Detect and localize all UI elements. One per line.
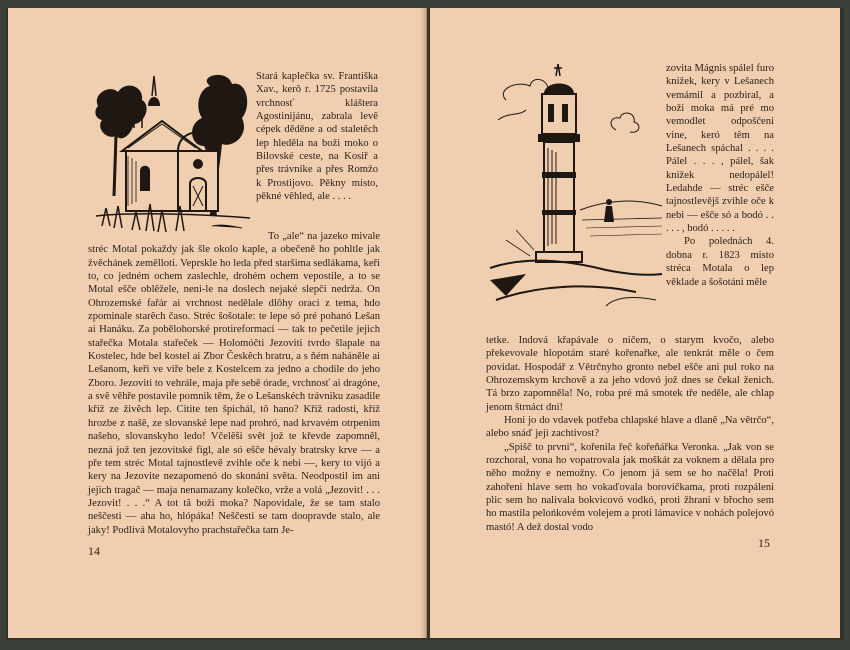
chapel-illustration [92, 66, 254, 238]
paragraph: To „ale“ na jazeko mivale stréc Motal pokaždy jak šle okolo kaple, a obečeně ho pohltle jak žvěchánek zemělloti. Veprskle ho leda před staršima sedlákama, keři to, co jedném ochem zaslechle, drohém ochem vepostile, a to se Motal ešče oblêžele, neni-le na doslech nejaké slepči nedrža. On Ohrozemské fařár ai vrchnost nedělale dlôhy oraci z tema, hdo zpominale starêch časo. Stréc šošotale: te lepe só pré pohanó Lešan ai Hanáku. Za pobělohorské protireformaci — tak to pečetile jejich stařečka Motala stařeček — Holomóčti Jezoviti tvrdo šlapale na Kostelec, hde bel kostel ai Zbor Českêch bratru, a s ňém naháněle ai Lešanom, keři ve viře bele z Kostelcem za jedno a chodile do jeho Zboro. Jezoviti to vehrále, maja pře sebě órade, vrchnosť ai dragóne, a svê věhře postavile pomnik těm, že o Lešanskéch trávniku zasadile kříž ze živêch lep. Citite ten špichál, tô hano? Kříž radosti, kříž hrozbe z našê, ze slovanské lepe nad prohró, nad krvavém otrpenim našeho, slovanskyho ledo! Včelêši svět jož te křevde zapomněl, nezná jož ten jezovitské figl, ale só ešče hévaly bratrsky krve — a pře tem stréc Motal tajnostlevě zvihle oče k nebi —, kery to vijó a kery na Jezovite nezapomenó do skonáni světa. Neodpostil im ani jejich tragač — maja nenamazany kolečko, vrže a volá „Jezovit! . . . Jezovit! . . .“ A tot tă boži moka? Napovidale, že se tam stalo neščesti — aha ho, hlópáka! Neščesti se tam doopravde stalo, ale jaky! Podlivá Motalovyho prachstařečka tam Je- [88, 231, 380, 536]
right-main-text [486, 334, 774, 534]
page-number-left: 14 [88, 544, 100, 558]
paragraph: Stará kaplečka sv. Františka Xav., kerô r. 1725 postavila vrchnosť kláštera Agostinijánu, zabrala levê cépek děděne a od staletêch lep hleděla na boži moko o Bilovské ceste, na Kosiř a přes trávnike a přes Romžo k Prostijovo. Pěkny misto, pěkné vêhled, ale . . . . [256, 71, 378, 203]
paragraph: „Spišč to prvni“, kořenila řeč kořeňářka Veronka. „Jak von se rozchoral, vona ho vopatrovala jak moškát za voknem a dělala pro něho možny e nemožny. Co jenom já sem se ho načěla! Proti zahořeni hlave sem ho vokaďovala borovičkama, proti rozpáleni plic sem ho nalivala bokvicovó vodkó, proti žhrani v břocho sem ho mastila pelońkovém volejem a proti lámavice v nohách polejovó mastó! A dež dostal vodo [486, 441, 774, 533]
page-number-right: 15 [758, 536, 770, 550]
left-text-beside-illustration [256, 70, 378, 203]
paragraph: zovita Mágnis spálel furo knižek, kery v Lešanech vemámil a pozbiral, a boži moka má pré mo vemodlet odpoščeni vine, keró têm na Lešanech spáchal . . . . Pálel . . . , pálel, šak knižek nedopálel! Ledahde — stréc ešče tajnostlevějš zvihle oče k nebi — ešče só a bodó . . . . . , bodó . . . . . [666, 63, 774, 235]
paragraph: Honi jo do vdavek potřeba chlapské hlave a dlaně „Na větrčo“, alebo snáď jeji zachtivost? [486, 415, 774, 440]
book-spread [6, 8, 844, 640]
paragraph: tetke. Indová křapávale o ničem, o starym kvočo, alebo překevovale hlopotám staré kořenařke, ale tenkrát měle o čem povidat. Hospodář z Větrčnyho gronto nebel ešče ani pul roko na Ohrozemskym krchově a za jeho vdovó jož dnes se čekal ženich. Tá brzo zapomněla! No, roba pré má smotek tře neděle, ale chlap jenom štrnáct dni! [486, 335, 774, 413]
paragraph: Po polednách 4. dobna r. 1823 misto stréca Motala o lep věklade a šošotáni měle [666, 236, 774, 288]
wayside-shrine-illustration [486, 60, 666, 318]
right-text-beside-illustration [666, 62, 774, 289]
left-main-text [88, 230, 380, 537]
left-page [8, 8, 427, 638]
right-page [430, 8, 840, 638]
